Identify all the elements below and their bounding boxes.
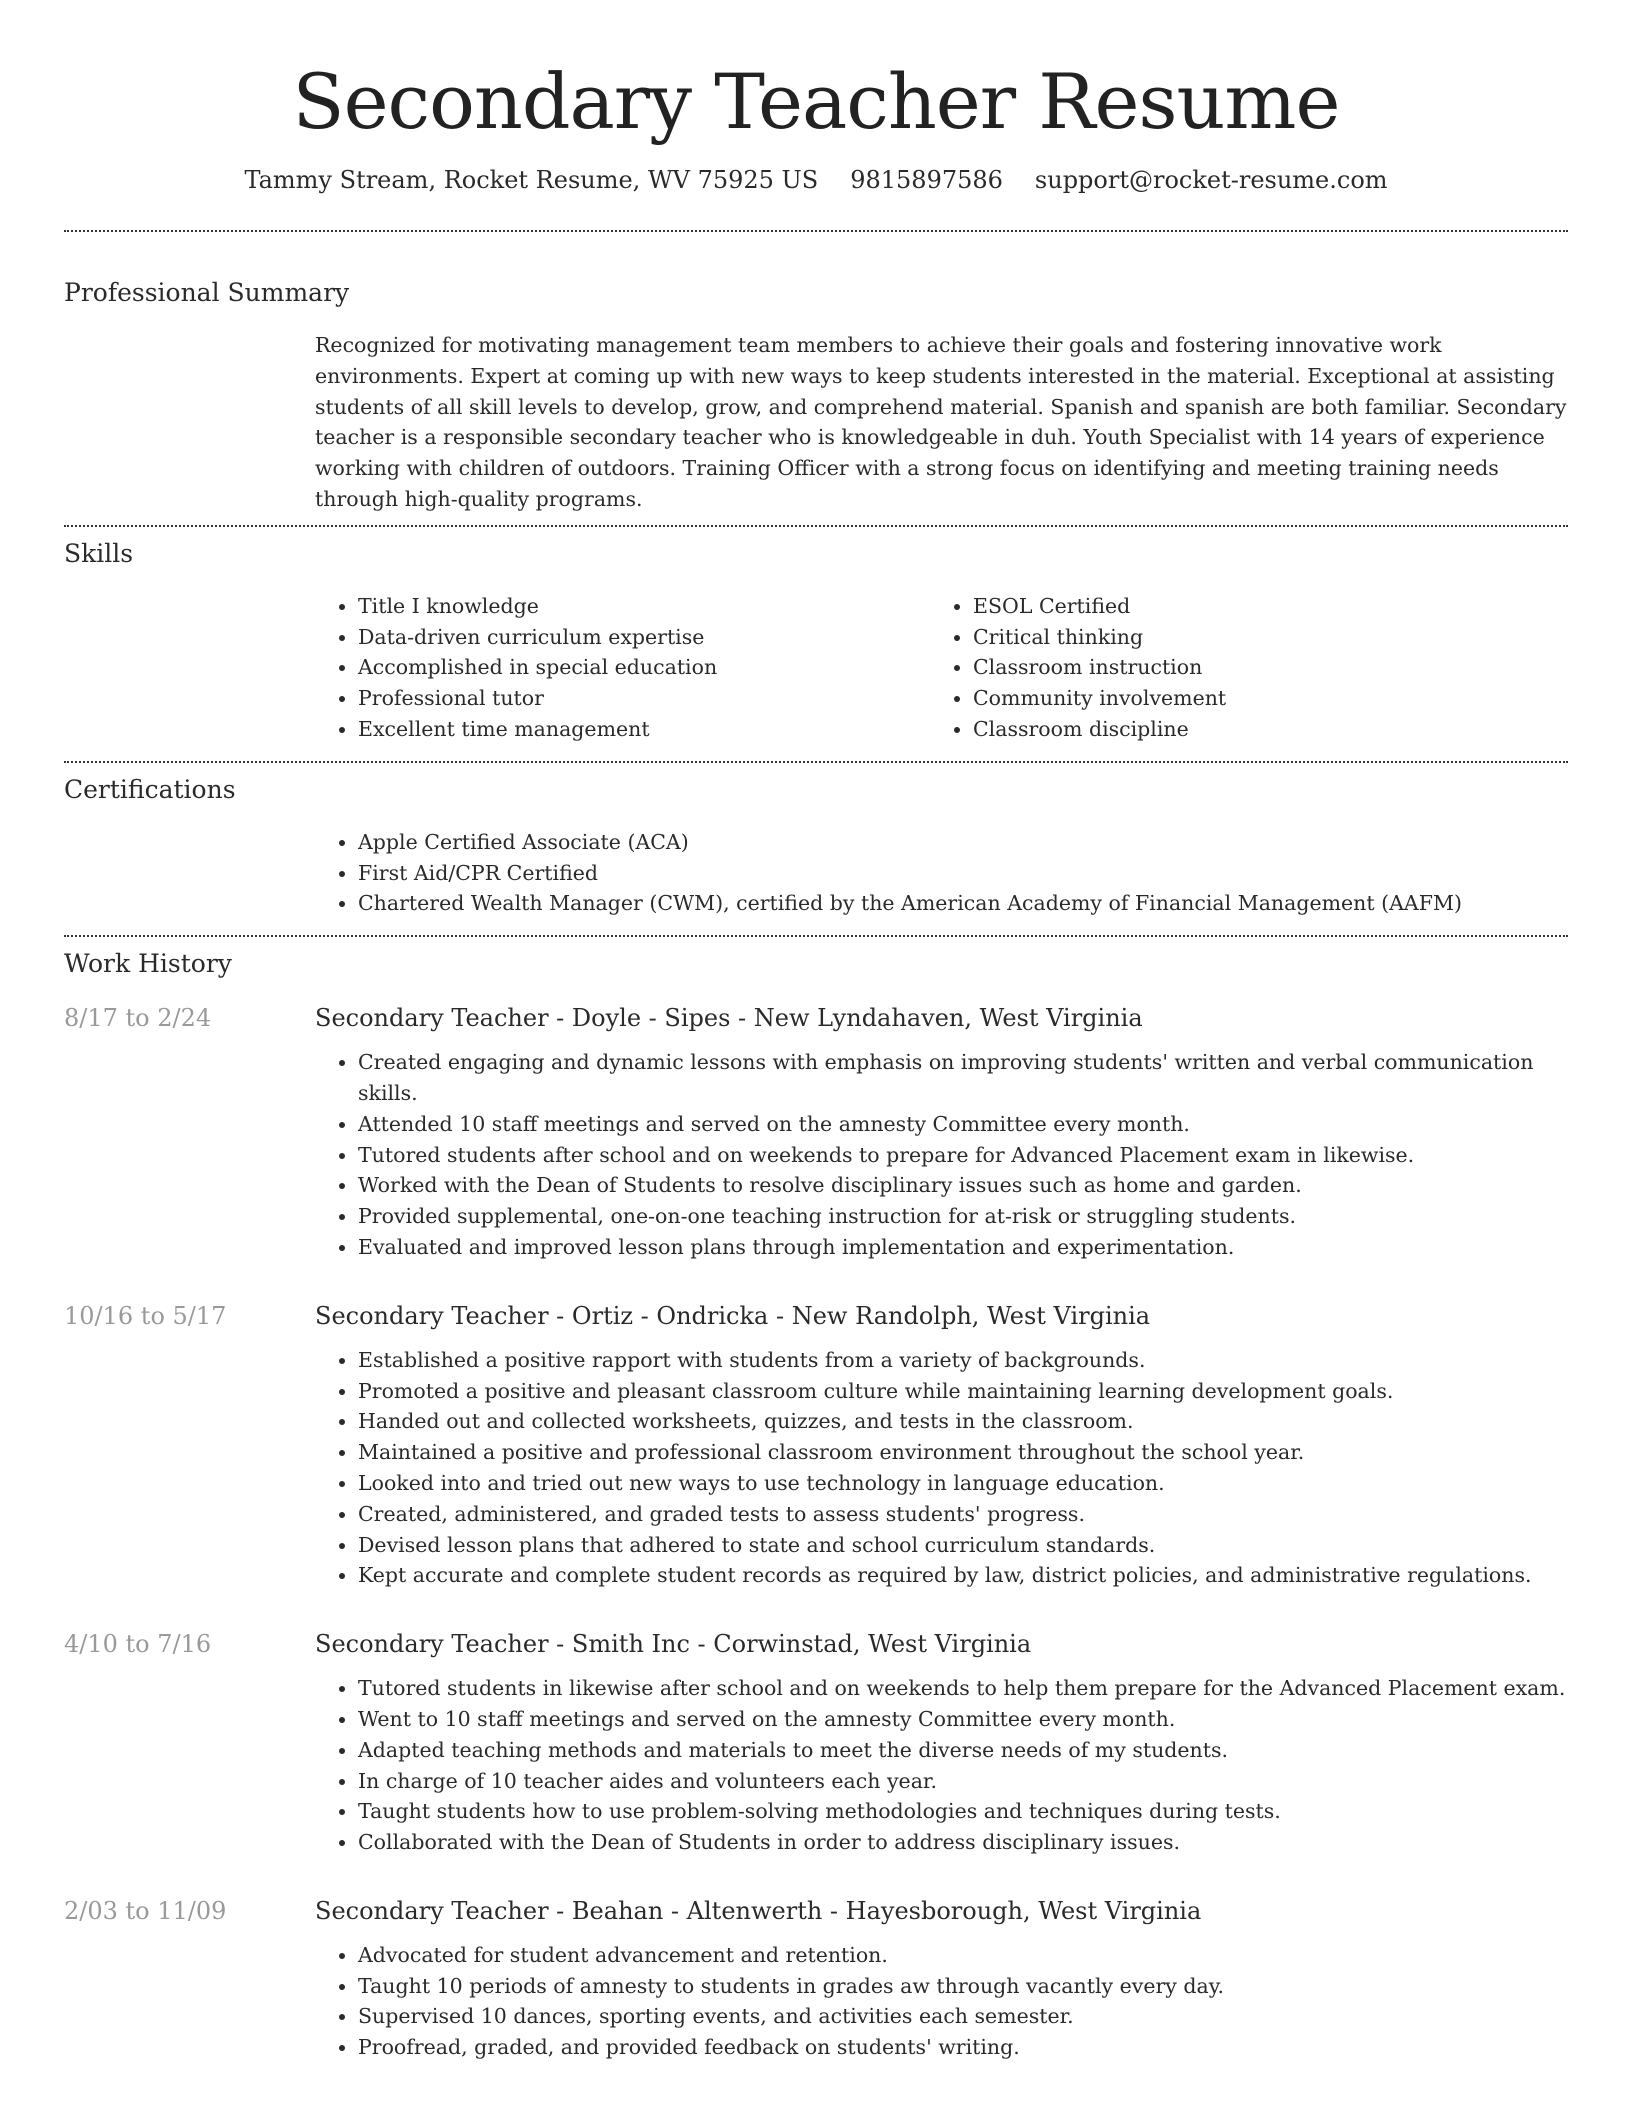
job-body [315,1894,1568,2063]
skills-right-column [930,591,1545,745]
job-entry [64,1299,1568,1591]
divider [64,761,1568,763]
job-bullet: • Tutored students after school and on weekends to prepare for Advanced Placement exam in likewise. [358,1140,1568,1171]
skill-item: • Classroom discipline [973,714,1545,745]
skills-heading: Skills [64,538,134,568]
job-entry [64,1894,1568,2063]
job-title: Secondary Teacher - Ortiz - Ondricka - New Randolph, West Virginia [315,1301,1151,1330]
job-bullet: • Promoted a positive and pleasant classroom culture while maintaining learning development goals. [358,1376,1568,1407]
summary-text: Recognized for motivating management team members to achieve their goals and fostering innovative work environments. Expert at coming up with new ways to keep students interested in the material. Exceptional at assisting students of all skill levels to develop, grow, and comprehend material. Spanish and spanish are both familiar. Secondary teacher is a responsible secondary teacher who is knowledgeable in duh. Youth Specialist with 14 years of experience working with children of outdoors. Training Officer with a strong focus on identifying and meeting training needs through high-quality programs. [315,333,1567,511]
job-bullet: • Tutored students in likewise after school and on weekends to help them prepare for the Advanced Placement exam. [358,1673,1568,1704]
job-bullet: • Evaluated and improved lesson plans through implementation and experimentation. [358,1232,1568,1263]
page-title: Secondary Teacher Resume [292,57,1340,146]
job-bullet: • Devised lesson plans that adhered to state and school curriculum standards. [358,1530,1568,1561]
job-body [315,1001,1568,1263]
skill-item: • Classroom instruction [973,652,1545,683]
skills-list [315,591,1568,745]
job-bullets [315,1673,1568,1858]
job-bullets [315,1940,1568,2063]
skill-item: • Data-driven curriculum expertise [358,622,930,653]
job-bullet: • Kept accurate and complete student records as required by law, district policies, and administrative regulations. [358,1560,1568,1591]
job-bullet: • Provided supplemental, one-on-one teaching instruction for at-risk or struggling students. [358,1201,1568,1232]
resume-page [64,0,1568,2063]
job-title: Secondary Teacher - Beahan - Altenwerth - Hayesborough, West Virginia [315,1896,1202,1925]
job-bullets [315,1047,1568,1263]
job-body [315,1299,1568,1591]
skill-item: • Accomplished in special education [358,652,930,683]
job-dates: 2/03 to 11/09 [64,1896,227,1925]
job-bullet: • Advocated for student advancement and retention. [358,1940,1568,1971]
job-bullet: • Created, administered, and graded tests to assess students' progress. [358,1499,1568,1530]
certifications-section [64,773,1568,919]
contact-email: support@rocket-resume.com [1034,166,1388,194]
job-bullet: • Attended 10 staff meetings and served on the amnesty Committee every month. [358,1109,1568,1140]
job-bullet: • Established a positive rapport with students from a variety of backgrounds. [358,1345,1568,1376]
job-dates: 8/17 to 2/24 [64,1004,212,1033]
job-bullet: • Supervised 10 dances, sporting events, and activities each semester. [358,2001,1568,2032]
job-title: Secondary Teacher - Doyle - Sipes - New Lyndahaven, West Virginia [315,1004,1143,1033]
certifications-heading: Certifications [64,774,236,804]
contact-line [64,164,1568,196]
work-history-section [64,947,1568,2063]
contact-phone: 9815897586 [850,166,1003,194]
skills-section [64,537,1568,745]
skill-item: • Title I knowledge [358,591,930,622]
certification-item: • First Aid/CPR Certified [358,858,1568,889]
job-bullet: • Adapted teaching methods and materials to meet the diverse needs of my students. [358,1735,1568,1766]
job-title: Secondary Teacher - Smith Inc - Corwinstad, West Virginia [315,1630,1032,1659]
divider [64,525,1568,527]
job-bullet: • Handed out and collected worksheets, quizzes, and tests in the classroom. [358,1406,1568,1437]
skill-item: • ESOL Certified [973,591,1545,622]
divider [64,935,1568,937]
summary-content [315,330,1568,515]
job-entry [64,1001,1568,1263]
certification-item: • Chartered Wealth Manager (CWM), certified by the American Academy of Financial Management (AAFM) [358,888,1568,919]
skill-item: • Professional tutor [358,683,930,714]
job-dates: 10/16 to 5/17 [64,1301,227,1330]
skill-item: • Excellent time management [358,714,930,745]
summary-heading: Professional Summary [64,278,350,307]
job-bullet: • Proofread, graded, and provided feedback on students' writing. [358,2032,1568,2063]
job-bullet: • Created engaging and dynamic lessons with emphasis on improving students' written and verbal communication skills. [358,1047,1568,1109]
job-bullet: • Looked into and tried out new ways to use technology in language education. [358,1468,1568,1499]
certification-item: • Apple Certified Associate (ACA) [358,827,1568,858]
job-dates: 4/10 to 7/16 [64,1630,212,1659]
skills-left-column [315,591,930,745]
summary-section [64,276,1568,515]
job-bullet: • Collaborated with the Dean of Students in order to address disciplinary issues. [358,1827,1568,1858]
job-bullet: • Maintained a positive and professional classroom environment throughout the school year. [358,1437,1568,1468]
job-bullet: • Worked with the Dean of Students to resolve disciplinary issues such as home and garden. [358,1170,1568,1201]
skill-item: • Critical thinking [973,622,1545,653]
job-bullet: • Taught 10 periods of amnesty to students in grades aw through vacantly every day. [358,1971,1568,2002]
job-entry [64,1627,1568,1858]
work-history-heading: Work History [64,949,232,979]
job-bullet: • In charge of 10 teacher aides and volunteers each year. [358,1766,1568,1797]
certifications-list [315,827,1568,919]
job-bullet: • Taught students how to use problem-solving methodologies and techniques during tests. [358,1796,1568,1827]
contact-address: Tammy Stream, Rocket Resume, WV 75925 US [244,166,819,194]
divider [64,230,1568,232]
skill-item: • Community involvement [973,683,1545,714]
job-body [315,1627,1568,1858]
job-bullet: • Went to 10 staff meetings and served on the amnesty Committee every month. [358,1704,1568,1735]
job-bullets [315,1345,1568,1591]
